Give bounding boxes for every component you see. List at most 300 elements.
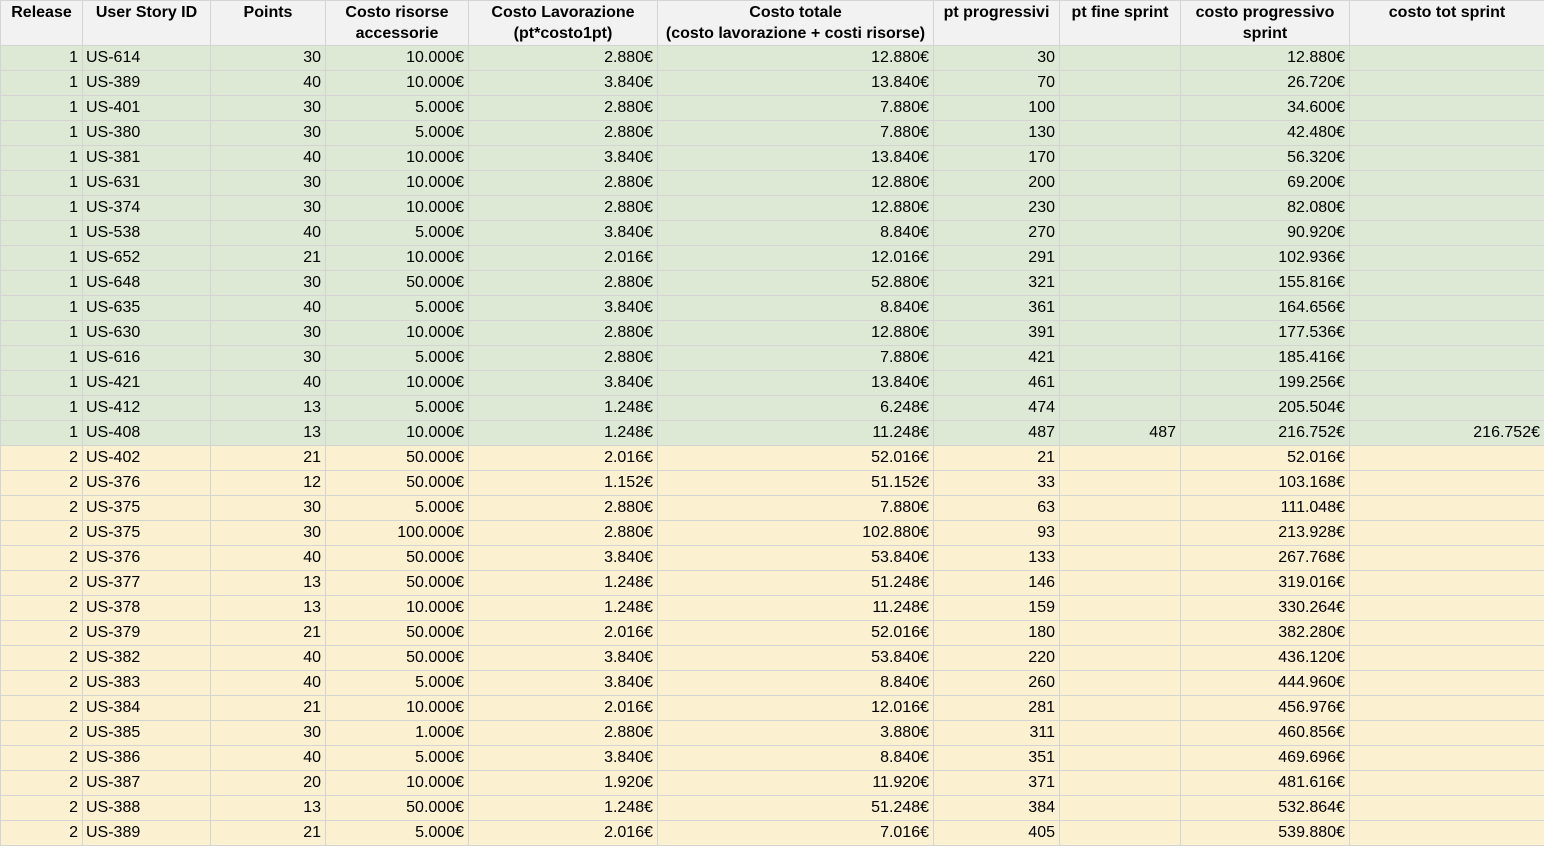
cell-costo-progressivo[interactable]: 460.856€ (1181, 721, 1350, 746)
cell-pt-progressivi[interactable]: 63 (934, 496, 1060, 521)
cell-pt-progressivi[interactable]: 180 (934, 621, 1060, 646)
cell-costo-tot-sprint[interactable]: 216.752€ (1350, 421, 1544, 446)
cell-costo-progressivo[interactable]: 330.264€ (1181, 596, 1350, 621)
cell-pt-fine-sprint[interactable] (1060, 271, 1181, 296)
cell-costo-progressivo[interactable]: 199.256€ (1181, 371, 1350, 396)
cell-points[interactable]: 21 (211, 246, 326, 271)
cell-costo-totale[interactable]: 11.248€ (658, 596, 934, 621)
cell-costo-progressivo[interactable]: 34.600€ (1181, 96, 1350, 121)
cell-costo-totale[interactable]: 7.880€ (658, 346, 934, 371)
cell-costo-tot-sprint[interactable] (1350, 321, 1544, 346)
cell-costo-tot-sprint[interactable] (1350, 496, 1544, 521)
cell-release[interactable]: 2 (1, 571, 83, 596)
cell-costo-risorse[interactable]: 10.000€ (326, 371, 469, 396)
cell-user-story-id[interactable]: US-378 (83, 596, 211, 621)
cell-costo-totale[interactable]: 8.840€ (658, 746, 934, 771)
cell-user-story-id[interactable]: US-652 (83, 246, 211, 271)
cell-pt-progressivi[interactable]: 220 (934, 646, 1060, 671)
cell-points[interactable]: 20 (211, 771, 326, 796)
cell-costo-totale[interactable]: 6.248€ (658, 396, 934, 421)
cell-pt-fine-sprint[interactable] (1060, 521, 1181, 546)
cell-costo-risorse[interactable]: 5.000€ (326, 121, 469, 146)
cell-costo-totale[interactable]: 7.880€ (658, 496, 934, 521)
cell-pt-progressivi[interactable]: 130 (934, 121, 1060, 146)
cell-pt-fine-sprint[interactable]: 487 (1060, 421, 1181, 446)
cell-user-story-id[interactable]: US-376 (83, 546, 211, 571)
cell-pt-progressivi[interactable]: 200 (934, 171, 1060, 196)
cell-pt-fine-sprint[interactable] (1060, 646, 1181, 671)
cell-costo-risorse[interactable]: 10.000€ (326, 196, 469, 221)
cell-costo-totale[interactable]: 52.016€ (658, 621, 934, 646)
cell-points[interactable]: 40 (211, 371, 326, 396)
cell-costo-risorse[interactable]: 5.000€ (326, 96, 469, 121)
cell-points[interactable]: 30 (211, 321, 326, 346)
cell-costo-progressivo[interactable]: 205.504€ (1181, 396, 1350, 421)
cell-points[interactable]: 40 (211, 296, 326, 321)
cell-release[interactable]: 1 (1, 246, 83, 271)
cell-release[interactable]: 2 (1, 721, 83, 746)
column-header-costo-risorse[interactable] (326, 1, 469, 46)
cell-release[interactable]: 1 (1, 396, 83, 421)
cell-costo-lavorazione[interactable]: 3.840€ (469, 546, 658, 571)
cell-costo-progressivo[interactable]: 469.696€ (1181, 746, 1350, 771)
cell-pt-fine-sprint[interactable] (1060, 446, 1181, 471)
cell-pt-fine-sprint[interactable] (1060, 321, 1181, 346)
cell-release[interactable]: 1 (1, 171, 83, 196)
cell-release[interactable]: 2 (1, 671, 83, 696)
cell-points[interactable]: 13 (211, 571, 326, 596)
cell-costo-lavorazione[interactable]: 2.880€ (469, 96, 658, 121)
cell-costo-tot-sprint[interactable] (1350, 771, 1544, 796)
cell-costo-risorse[interactable]: 50.000€ (326, 471, 469, 496)
cell-costo-lavorazione[interactable]: 2.880€ (469, 521, 658, 546)
cell-costo-lavorazione[interactable]: 3.840€ (469, 371, 658, 396)
cell-costo-tot-sprint[interactable] (1350, 196, 1544, 221)
cell-user-story-id[interactable]: US-375 (83, 521, 211, 546)
column-header-pt-progressivi[interactable] (934, 1, 1060, 46)
cell-costo-totale[interactable]: 11.248€ (658, 421, 934, 446)
cell-user-story-id[interactable]: US-412 (83, 396, 211, 421)
cell-costo-totale[interactable]: 52.880€ (658, 271, 934, 296)
cell-costo-totale[interactable]: 7.880€ (658, 96, 934, 121)
cell-pt-fine-sprint[interactable] (1060, 546, 1181, 571)
cell-costo-risorse[interactable]: 5.000€ (326, 496, 469, 521)
cell-points[interactable]: 21 (211, 621, 326, 646)
cell-costo-totale[interactable]: 51.248€ (658, 796, 934, 821)
cell-costo-totale[interactable]: 8.840€ (658, 296, 934, 321)
cell-costo-progressivo[interactable]: 319.016€ (1181, 571, 1350, 596)
cell-costo-risorse[interactable]: 50.000€ (326, 646, 469, 671)
cell-user-story-id[interactable]: US-616 (83, 346, 211, 371)
cell-costo-progressivo[interactable]: 185.416€ (1181, 346, 1350, 371)
column-header-costo-lavorazione[interactable] (469, 1, 658, 46)
cell-costo-risorse[interactable]: 10.000€ (326, 246, 469, 271)
cell-release[interactable]: 1 (1, 46, 83, 71)
cell-user-story-id[interactable]: US-383 (83, 671, 211, 696)
cell-pt-fine-sprint[interactable] (1060, 571, 1181, 596)
cell-costo-tot-sprint[interactable] (1350, 746, 1544, 771)
cell-costo-lavorazione[interactable]: 2.016€ (469, 621, 658, 646)
cell-costo-progressivo[interactable]: 12.880€ (1181, 46, 1350, 71)
cell-costo-progressivo[interactable]: 481.616€ (1181, 771, 1350, 796)
cell-points[interactable]: 21 (211, 446, 326, 471)
cell-costo-totale[interactable]: 8.840€ (658, 221, 934, 246)
cell-pt-progressivi[interactable]: 281 (934, 696, 1060, 721)
cell-release[interactable]: 2 (1, 446, 83, 471)
cell-release[interactable]: 1 (1, 71, 83, 96)
cell-points[interactable]: 13 (211, 596, 326, 621)
cell-pt-fine-sprint[interactable] (1060, 771, 1181, 796)
cell-pt-progressivi[interactable]: 230 (934, 196, 1060, 221)
cell-costo-totale[interactable]: 12.880€ (658, 196, 934, 221)
cell-pt-progressivi[interactable]: 93 (934, 521, 1060, 546)
cell-costo-lavorazione[interactable]: 3.840€ (469, 746, 658, 771)
cell-costo-totale[interactable]: 7.880€ (658, 121, 934, 146)
cell-points[interactable]: 30 (211, 46, 326, 71)
cell-costo-risorse[interactable]: 10.000€ (326, 596, 469, 621)
cell-costo-lavorazione[interactable]: 1.248€ (469, 596, 658, 621)
cell-user-story-id[interactable]: US-377 (83, 571, 211, 596)
cell-costo-lavorazione[interactable]: 2.880€ (469, 121, 658, 146)
cell-costo-progressivo[interactable]: 56.320€ (1181, 146, 1350, 171)
cell-costo-risorse[interactable]: 10.000€ (326, 321, 469, 346)
cell-costo-totale[interactable]: 12.016€ (658, 246, 934, 271)
cell-costo-progressivo[interactable]: 42.480€ (1181, 121, 1350, 146)
cell-costo-lavorazione[interactable]: 2.880€ (469, 171, 658, 196)
cell-costo-risorse[interactable]: 5.000€ (326, 671, 469, 696)
cell-costo-tot-sprint[interactable] (1350, 396, 1544, 421)
cell-costo-lavorazione[interactable]: 2.016€ (469, 696, 658, 721)
cell-pt-progressivi[interactable]: 405 (934, 821, 1060, 846)
cell-costo-progressivo[interactable]: 177.536€ (1181, 321, 1350, 346)
cell-release[interactable]: 1 (1, 96, 83, 121)
cell-pt-progressivi[interactable]: 474 (934, 396, 1060, 421)
cell-points[interactable]: 21 (211, 821, 326, 846)
cell-costo-totale[interactable]: 12.880€ (658, 46, 934, 71)
cell-costo-lavorazione[interactable]: 1.248€ (469, 796, 658, 821)
cell-costo-risorse[interactable]: 10.000€ (326, 71, 469, 96)
cell-costo-lavorazione[interactable]: 2.880€ (469, 196, 658, 221)
cell-pt-progressivi[interactable]: 291 (934, 246, 1060, 271)
cell-pt-fine-sprint[interactable] (1060, 821, 1181, 846)
cell-pt-progressivi[interactable]: 487 (934, 421, 1060, 446)
cell-pt-progressivi[interactable]: 361 (934, 296, 1060, 321)
cell-costo-tot-sprint[interactable] (1350, 96, 1544, 121)
cell-costo-risorse[interactable]: 50.000€ (326, 271, 469, 296)
cell-user-story-id[interactable]: US-648 (83, 271, 211, 296)
cell-user-story-id[interactable]: US-421 (83, 371, 211, 396)
cell-user-story-id[interactable]: US-381 (83, 146, 211, 171)
cell-costo-totale[interactable]: 13.840€ (658, 71, 934, 96)
cell-pt-fine-sprint[interactable] (1060, 721, 1181, 746)
cell-costo-tot-sprint[interactable] (1350, 696, 1544, 721)
cell-user-story-id[interactable]: US-379 (83, 621, 211, 646)
cell-costo-risorse[interactable]: 50.000€ (326, 546, 469, 571)
cell-costo-tot-sprint[interactable] (1350, 246, 1544, 271)
cell-user-story-id[interactable]: US-538 (83, 221, 211, 246)
cell-pt-fine-sprint[interactable] (1060, 621, 1181, 646)
cell-pt-fine-sprint[interactable] (1060, 346, 1181, 371)
cell-costo-lavorazione[interactable]: 1.248€ (469, 396, 658, 421)
cell-costo-risorse[interactable]: 10.000€ (326, 46, 469, 71)
cell-costo-lavorazione[interactable]: 2.880€ (469, 346, 658, 371)
cell-costo-progressivo[interactable]: 103.168€ (1181, 471, 1350, 496)
cell-costo-tot-sprint[interactable] (1350, 571, 1544, 596)
cell-pt-fine-sprint[interactable] (1060, 246, 1181, 271)
cell-costo-lavorazione[interactable]: 3.840€ (469, 296, 658, 321)
cell-costo-tot-sprint[interactable] (1350, 646, 1544, 671)
cell-costo-tot-sprint[interactable] (1350, 221, 1544, 246)
cell-pt-fine-sprint[interactable] (1060, 471, 1181, 496)
cell-costo-progressivo[interactable]: 26.720€ (1181, 71, 1350, 96)
column-header-pt-fine-sprint[interactable] (1060, 1, 1181, 46)
cell-costo-progressivo[interactable]: 111.048€ (1181, 496, 1350, 521)
cell-costo-totale[interactable]: 53.840€ (658, 646, 934, 671)
cell-points[interactable]: 30 (211, 521, 326, 546)
cell-points[interactable]: 40 (211, 646, 326, 671)
cell-pt-progressivi[interactable]: 133 (934, 546, 1060, 571)
cell-pt-progressivi[interactable]: 159 (934, 596, 1060, 621)
cell-costo-totale[interactable]: 3.880€ (658, 721, 934, 746)
cell-points[interactable]: 30 (211, 121, 326, 146)
cell-points[interactable]: 30 (211, 96, 326, 121)
cell-costo-progressivo[interactable]: 216.752€ (1181, 421, 1350, 446)
cell-costo-tot-sprint[interactable] (1350, 471, 1544, 496)
cell-costo-risorse[interactable]: 10.000€ (326, 771, 469, 796)
cell-user-story-id[interactable]: US-386 (83, 746, 211, 771)
cell-user-story-id[interactable]: US-382 (83, 646, 211, 671)
cell-points[interactable]: 30 (211, 496, 326, 521)
cell-costo-totale[interactable]: 11.920€ (658, 771, 934, 796)
cell-release[interactable]: 1 (1, 121, 83, 146)
cell-points[interactable]: 13 (211, 421, 326, 446)
cell-costo-totale[interactable]: 13.840€ (658, 146, 934, 171)
cell-costo-totale[interactable]: 102.880€ (658, 521, 934, 546)
cell-release[interactable]: 2 (1, 621, 83, 646)
cell-release[interactable]: 2 (1, 771, 83, 796)
cell-pt-fine-sprint[interactable] (1060, 46, 1181, 71)
cell-release[interactable]: 1 (1, 321, 83, 346)
cell-release[interactable]: 1 (1, 196, 83, 221)
cell-user-story-id[interactable]: US-388 (83, 796, 211, 821)
cell-release[interactable]: 1 (1, 221, 83, 246)
cell-costo-totale[interactable]: 7.016€ (658, 821, 934, 846)
cell-costo-lavorazione[interactable]: 3.840€ (469, 646, 658, 671)
cell-points[interactable]: 30 (211, 196, 326, 221)
cell-costo-risorse[interactable]: 50.000€ (326, 621, 469, 646)
cell-costo-tot-sprint[interactable] (1350, 596, 1544, 621)
cell-costo-progressivo[interactable]: 267.768€ (1181, 546, 1350, 571)
cell-user-story-id[interactable]: US-387 (83, 771, 211, 796)
cell-costo-tot-sprint[interactable] (1350, 46, 1544, 71)
cell-pt-fine-sprint[interactable] (1060, 296, 1181, 321)
cell-release[interactable]: 2 (1, 496, 83, 521)
cell-costo-tot-sprint[interactable] (1350, 146, 1544, 171)
cell-user-story-id[interactable]: US-402 (83, 446, 211, 471)
cell-release[interactable]: 2 (1, 521, 83, 546)
cell-pt-fine-sprint[interactable] (1060, 696, 1181, 721)
cell-costo-tot-sprint[interactable] (1350, 546, 1544, 571)
cell-costo-risorse[interactable]: 10.000€ (326, 421, 469, 446)
column-header-points[interactable] (211, 1, 326, 46)
cell-pt-fine-sprint[interactable] (1060, 96, 1181, 121)
cell-user-story-id[interactable]: US-401 (83, 96, 211, 121)
cell-costo-risorse[interactable]: 10.000€ (326, 171, 469, 196)
cell-pt-progressivi[interactable]: 100 (934, 96, 1060, 121)
cell-pt-progressivi[interactable]: 321 (934, 271, 1060, 296)
cell-user-story-id[interactable]: US-375 (83, 496, 211, 521)
cell-points[interactable]: 40 (211, 146, 326, 171)
cell-pt-progressivi[interactable]: 170 (934, 146, 1060, 171)
cell-points[interactable]: 30 (211, 721, 326, 746)
cell-costo-lavorazione[interactable]: 1.248€ (469, 421, 658, 446)
cell-costo-tot-sprint[interactable] (1350, 821, 1544, 846)
cell-costo-lavorazione[interactable]: 2.016€ (469, 246, 658, 271)
cell-costo-tot-sprint[interactable] (1350, 171, 1544, 196)
cell-costo-tot-sprint[interactable] (1350, 671, 1544, 696)
cell-costo-tot-sprint[interactable] (1350, 621, 1544, 646)
cell-user-story-id[interactable]: US-635 (83, 296, 211, 321)
cell-release[interactable]: 1 (1, 346, 83, 371)
cell-pt-progressivi[interactable]: 270 (934, 221, 1060, 246)
column-header-costo-totale[interactable] (658, 1, 934, 46)
cell-points[interactable]: 13 (211, 796, 326, 821)
cell-release[interactable]: 1 (1, 421, 83, 446)
cell-pt-progressivi[interactable]: 311 (934, 721, 1060, 746)
cell-pt-fine-sprint[interactable] (1060, 121, 1181, 146)
cell-points[interactable]: 30 (211, 346, 326, 371)
cell-costo-totale[interactable]: 12.016€ (658, 696, 934, 721)
cell-user-story-id[interactable]: US-384 (83, 696, 211, 721)
cell-release[interactable]: 1 (1, 371, 83, 396)
cell-pt-fine-sprint[interactable] (1060, 196, 1181, 221)
cell-user-story-id[interactable]: US-376 (83, 471, 211, 496)
cell-user-story-id[interactable]: US-380 (83, 121, 211, 146)
cell-costo-risorse[interactable]: 10.000€ (326, 146, 469, 171)
cell-pt-progressivi[interactable]: 260 (934, 671, 1060, 696)
cell-pt-progressivi[interactable]: 384 (934, 796, 1060, 821)
cell-costo-totale[interactable]: 53.840€ (658, 546, 934, 571)
cell-user-story-id[interactable]: US-614 (83, 46, 211, 71)
cell-points[interactable]: 30 (211, 271, 326, 296)
cell-costo-tot-sprint[interactable] (1350, 271, 1544, 296)
cell-costo-totale[interactable]: 12.880€ (658, 171, 934, 196)
cell-costo-risorse[interactable]: 100.000€ (326, 521, 469, 546)
cell-pt-progressivi[interactable]: 461 (934, 371, 1060, 396)
cell-points[interactable]: 30 (211, 171, 326, 196)
cell-costo-progressivo[interactable]: 456.976€ (1181, 696, 1350, 721)
cell-pt-progressivi[interactable]: 33 (934, 471, 1060, 496)
cell-release[interactable]: 1 (1, 271, 83, 296)
cell-pt-progressivi[interactable]: 371 (934, 771, 1060, 796)
cell-costo-lavorazione[interactable]: 2.880€ (469, 321, 658, 346)
cell-costo-risorse[interactable]: 5.000€ (326, 221, 469, 246)
cell-pt-fine-sprint[interactable] (1060, 746, 1181, 771)
cell-release[interactable]: 2 (1, 471, 83, 496)
cell-costo-risorse[interactable]: 5.000€ (326, 821, 469, 846)
cell-costo-tot-sprint[interactable] (1350, 521, 1544, 546)
cell-pt-fine-sprint[interactable] (1060, 671, 1181, 696)
cell-costo-tot-sprint[interactable] (1350, 446, 1544, 471)
cell-user-story-id[interactable]: US-389 (83, 821, 211, 846)
cell-costo-risorse[interactable]: 50.000€ (326, 796, 469, 821)
cell-pt-progressivi[interactable]: 21 (934, 446, 1060, 471)
cell-user-story-id[interactable]: US-385 (83, 721, 211, 746)
cell-costo-totale[interactable]: 8.840€ (658, 671, 934, 696)
cell-costo-risorse[interactable]: 5.000€ (326, 296, 469, 321)
cell-costo-tot-sprint[interactable] (1350, 121, 1544, 146)
cell-user-story-id[interactable]: US-631 (83, 171, 211, 196)
cell-costo-totale[interactable]: 52.016€ (658, 446, 934, 471)
cell-costo-totale[interactable]: 13.840€ (658, 371, 934, 396)
cell-points[interactable]: 13 (211, 396, 326, 421)
cell-costo-totale[interactable]: 51.248€ (658, 571, 934, 596)
column-header-release[interactable] (1, 1, 83, 46)
cell-points[interactable]: 40 (211, 71, 326, 96)
cell-costo-tot-sprint[interactable] (1350, 346, 1544, 371)
cell-costo-progressivo[interactable]: 164.656€ (1181, 296, 1350, 321)
cell-pt-fine-sprint[interactable] (1060, 371, 1181, 396)
cell-costo-risorse[interactable]: 50.000€ (326, 446, 469, 471)
column-header-costo-tot-sprint[interactable] (1350, 1, 1544, 46)
cell-costo-risorse[interactable]: 5.000€ (326, 346, 469, 371)
cell-release[interactable]: 2 (1, 821, 83, 846)
cell-pt-fine-sprint[interactable] (1060, 596, 1181, 621)
cell-pt-progressivi[interactable]: 70 (934, 71, 1060, 96)
cell-costo-lavorazione[interactable]: 2.880€ (469, 46, 658, 71)
cell-pt-progressivi[interactable]: 146 (934, 571, 1060, 596)
column-header-costo-progressivo[interactable] (1181, 1, 1350, 46)
cell-pt-fine-sprint[interactable] (1060, 146, 1181, 171)
cell-release[interactable]: 2 (1, 746, 83, 771)
cell-costo-lavorazione[interactable]: 3.840€ (469, 671, 658, 696)
cell-user-story-id[interactable]: US-374 (83, 196, 211, 221)
cell-user-story-id[interactable]: US-630 (83, 321, 211, 346)
cell-pt-progressivi[interactable]: 421 (934, 346, 1060, 371)
cell-costo-lavorazione[interactable]: 1.248€ (469, 571, 658, 596)
cell-release[interactable]: 2 (1, 646, 83, 671)
cell-costo-progressivo[interactable]: 539.880€ (1181, 821, 1350, 846)
cell-points[interactable]: 40 (211, 546, 326, 571)
cell-pt-progressivi[interactable]: 351 (934, 746, 1060, 771)
cell-costo-lavorazione[interactable]: 3.840€ (469, 71, 658, 96)
cell-costo-tot-sprint[interactable] (1350, 296, 1544, 321)
cell-costo-lavorazione[interactable]: 1.920€ (469, 771, 658, 796)
cell-costo-progressivo[interactable]: 82.080€ (1181, 196, 1350, 221)
cell-costo-lavorazione[interactable]: 1.152€ (469, 471, 658, 496)
cell-costo-tot-sprint[interactable] (1350, 796, 1544, 821)
cell-pt-fine-sprint[interactable] (1060, 71, 1181, 96)
cell-release[interactable]: 2 (1, 796, 83, 821)
cell-costo-progressivo[interactable]: 155.816€ (1181, 271, 1350, 296)
cell-points[interactable]: 40 (211, 746, 326, 771)
cell-pt-progressivi[interactable]: 30 (934, 46, 1060, 71)
cell-costo-tot-sprint[interactable] (1350, 721, 1544, 746)
cell-costo-lavorazione[interactable]: 3.840€ (469, 221, 658, 246)
cell-costo-risorse[interactable]: 1.000€ (326, 721, 469, 746)
cell-costo-risorse[interactable]: 50.000€ (326, 571, 469, 596)
cell-points[interactable]: 40 (211, 671, 326, 696)
cell-release[interactable]: 1 (1, 296, 83, 321)
cell-costo-progressivo[interactable]: 52.016€ (1181, 446, 1350, 471)
cell-costo-lavorazione[interactable]: 2.016€ (469, 446, 658, 471)
cell-costo-risorse[interactable]: 5.000€ (326, 396, 469, 421)
cell-costo-totale[interactable]: 51.152€ (658, 471, 934, 496)
cell-costo-lavorazione[interactable]: 2.880€ (469, 271, 658, 296)
cell-costo-progressivo[interactable]: 444.960€ (1181, 671, 1350, 696)
cell-points[interactable]: 40 (211, 221, 326, 246)
cell-costo-tot-sprint[interactable] (1350, 71, 1544, 96)
